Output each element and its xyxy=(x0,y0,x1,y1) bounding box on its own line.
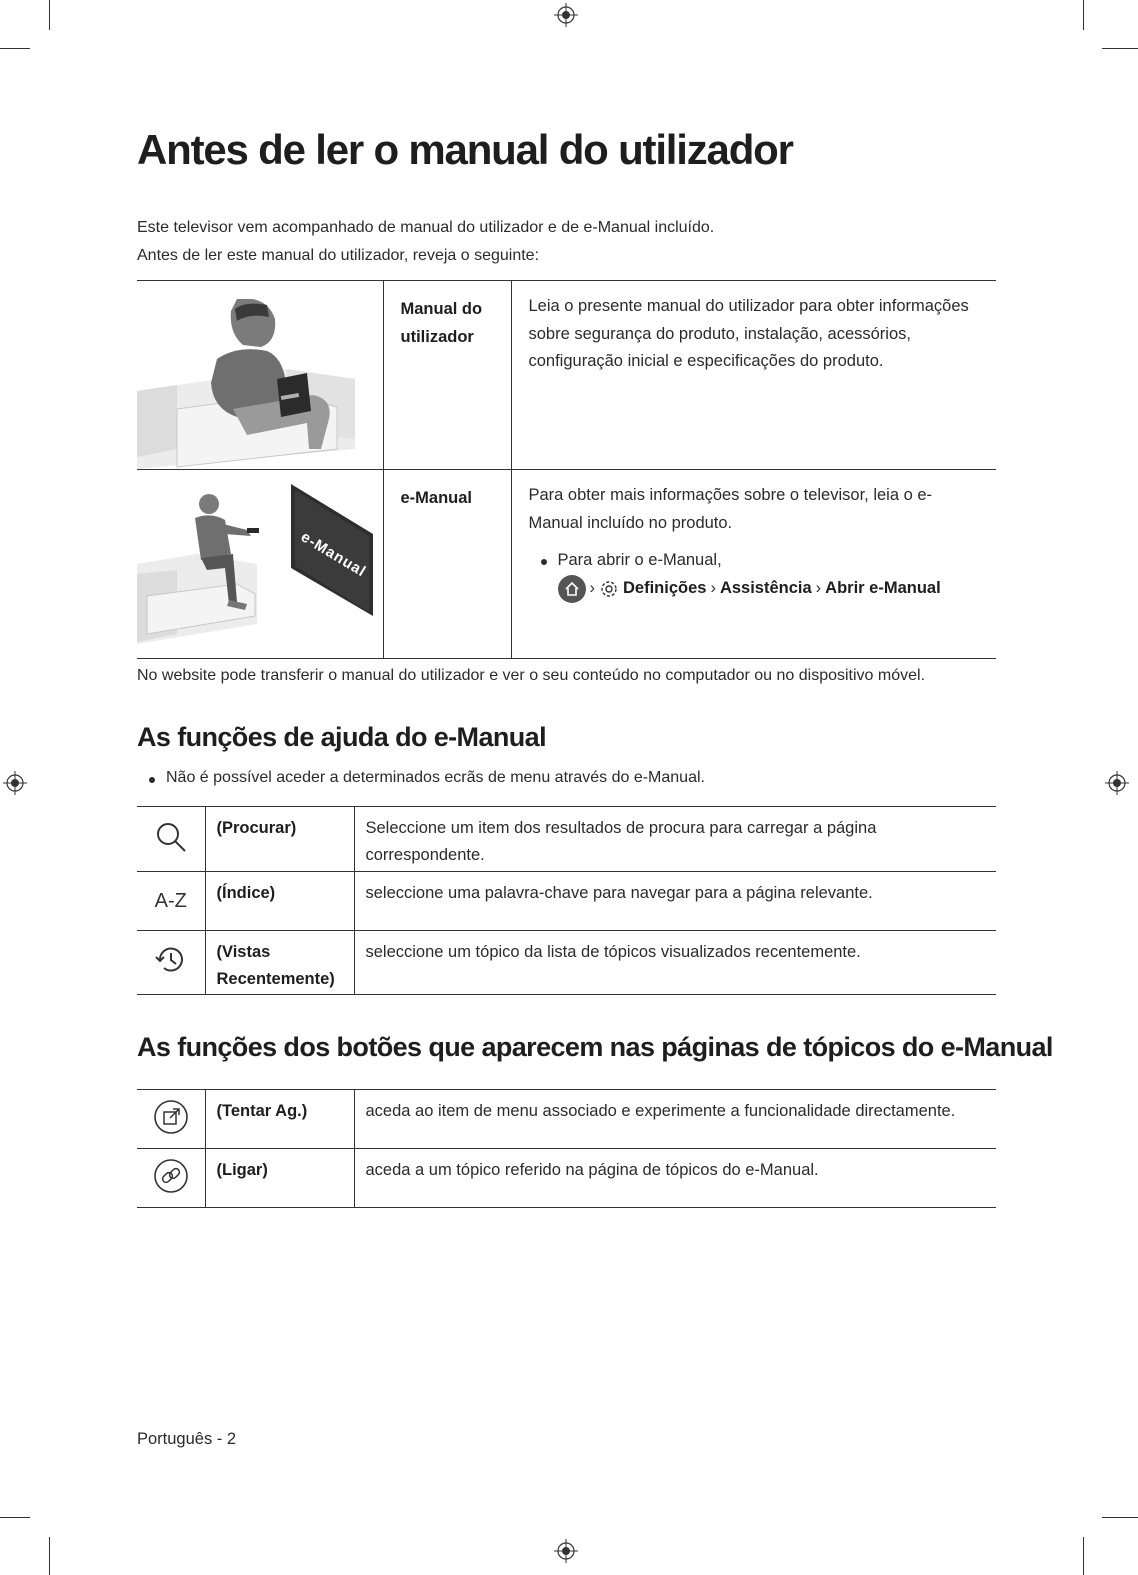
emanual-description xyxy=(511,470,996,659)
function-description: seleccione uma palavra-chave para navegar para a página relevante. xyxy=(354,872,996,931)
gear-icon xyxy=(599,579,619,599)
registration-mark-icon xyxy=(3,771,27,795)
illustration-cell xyxy=(137,470,383,659)
page-footer: Português - 2 xyxy=(137,1430,237,1448)
man-reading-manual-illustration xyxy=(137,299,367,469)
table-row xyxy=(137,807,996,872)
table-row xyxy=(137,1149,996,1208)
section-heading-buttons: As funções dos botões que aparecem nas páginas de tópicos do e-Manual xyxy=(137,1032,1053,1062)
intro-line-2: Antes de ler este manual do utilizador, reveja o seguinte: xyxy=(137,247,540,264)
icon-cell xyxy=(137,872,205,931)
chevron-right-icon: › xyxy=(710,578,716,597)
chevron-right-icon: › xyxy=(815,578,822,597)
intro-text xyxy=(137,214,714,270)
website-note: No website pode transferir o manual do utilizador e ver o seu conteúdo no computador ou no dispositivo móvel. xyxy=(137,667,926,684)
function-description: aceda ao item de menu associado e experimente a funcionalidade directamente. xyxy=(354,1090,996,1149)
function-name: (Tentar Ag.) xyxy=(205,1090,354,1149)
function-description: aceda a um tópico referido na página de tópicos do e-Manual. xyxy=(354,1149,996,1208)
function-name: (Procurar) xyxy=(205,807,354,872)
path-open-emanual: Abrir e-Manual xyxy=(825,578,941,597)
help-bullet: Não é possível aceder a determinados ecrãs de menu através do e-Manual. xyxy=(137,769,705,787)
function-name: (Vistas Recentemente) xyxy=(205,931,354,995)
icon-cell xyxy=(137,807,205,872)
menu-path xyxy=(558,575,985,603)
page-title: Antes de ler o manual do utilizador xyxy=(137,126,793,173)
manual-description: Leia o presente manual do utilizador para obter informações sobre segurança do produto, instalação, acessórios, configuração inicial e especificações do produto. xyxy=(511,281,996,470)
function-description: Seleccione um item dos resultados de procura para carregar a página correspondente. xyxy=(354,807,996,872)
crop-mark xyxy=(1102,1517,1138,1518)
home-icon xyxy=(558,575,586,603)
tv-screen-text: e-Manual xyxy=(297,528,370,581)
emanual-label: e-Manual xyxy=(383,470,511,659)
crop-mark xyxy=(1102,48,1138,49)
table-row xyxy=(137,872,996,931)
crop-mark xyxy=(0,48,30,49)
function-name: (Ligar) xyxy=(205,1149,354,1208)
registration-mark-icon xyxy=(554,1539,578,1563)
path-settings: Definições xyxy=(623,578,707,597)
registration-mark-icon xyxy=(1105,771,1129,795)
open-emanual-bullet xyxy=(529,547,985,603)
history-icon xyxy=(154,943,188,977)
illustration-cell xyxy=(137,281,383,470)
icon-cell xyxy=(137,1090,205,1149)
table-row xyxy=(137,281,996,470)
help-functions-table xyxy=(137,806,996,995)
registration-mark-icon xyxy=(554,3,578,27)
function-name: (Índice) xyxy=(205,872,354,931)
manual-types-table xyxy=(137,280,996,659)
crop-mark xyxy=(49,1537,50,1575)
intro-line-1: Este televisor vem acompanhado de manual do utilizador e de e-Manual incluído. xyxy=(137,219,715,236)
emanual-description-text: Para obter mais informações sobre o televisor, leia o e-Manual incluído no produto. xyxy=(528,486,933,532)
section-heading-help: As funções de ajuda do e-Manual xyxy=(137,722,546,752)
link-icon xyxy=(153,1158,189,1194)
crop-mark xyxy=(0,1517,30,1518)
icon-cell xyxy=(137,1149,205,1208)
try-now-icon xyxy=(153,1099,189,1135)
function-description: seleccione um tópico da lista de tópicos visualizados recentemente. xyxy=(354,931,996,995)
open-emanual-bullet-text: Para abrir o e-Manual, xyxy=(557,551,722,569)
icon-cell xyxy=(137,931,205,995)
search-icon xyxy=(154,820,188,854)
path-support: Assistência xyxy=(719,578,812,597)
table-row xyxy=(137,1090,996,1149)
crop-mark xyxy=(1083,0,1084,30)
a-z-icon: A-Z xyxy=(154,889,187,912)
manual-label: Manual do utilizador xyxy=(383,281,511,470)
table-row xyxy=(137,470,996,659)
button-functions-table xyxy=(137,1089,996,1208)
chevron-right-icon: › xyxy=(589,578,595,597)
crop-mark xyxy=(1083,1537,1084,1575)
crop-mark xyxy=(49,0,50,30)
table-row xyxy=(137,931,996,995)
